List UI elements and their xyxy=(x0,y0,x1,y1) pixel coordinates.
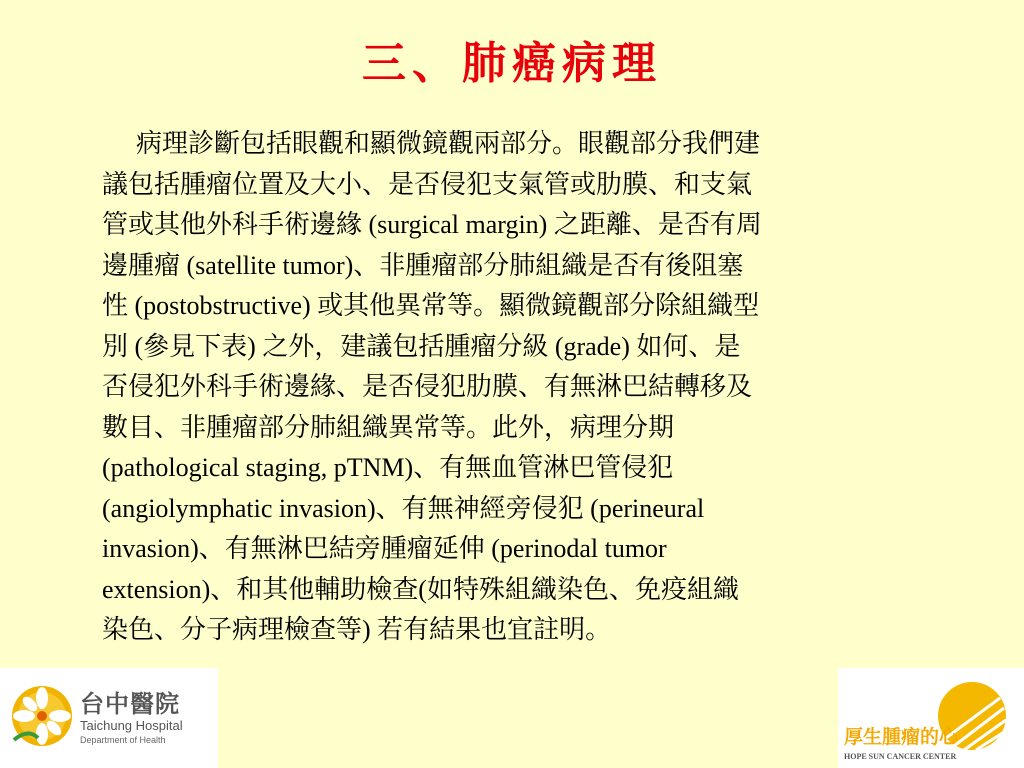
paragraph-line: 議包括腫瘤位置及大小、是否侵犯支氣管或肋膜、和支氣 xyxy=(102,169,753,199)
hospital-name-en: Taichung Hospital xyxy=(80,718,183,733)
hope-sun-cancer-center-logo xyxy=(838,668,1024,768)
paragraph-line: 邊腫瘤 (satellite tumor)、非腫瘤部分肺組織是否有後阻塞 xyxy=(102,250,744,280)
flower-logo-icon xyxy=(8,682,76,750)
paragraph-line: 管或其他外科手術邊緣 (surgical margin) 之距離、是否有周 xyxy=(102,210,762,239)
paragraph-line: (angiolymphatic invasion)、有無神經旁侵犯 (perineural xyxy=(102,493,705,523)
hospital-department: Department of Health xyxy=(80,735,166,745)
paragraph-line: 否侵犯外科手術邊緣、是否侵犯肋膜、有無淋巴結轉移及 xyxy=(102,372,753,401)
paragraph-line: 性 (postobstructive) 或其他異常等。顯微鏡觀部分除組織型 xyxy=(102,291,760,320)
paragraph-line: 數目、非腫瘤部分肺組織異常等。此外，病理分期 xyxy=(102,412,675,442)
hospital-name-zh: 台中醫院 xyxy=(80,690,180,718)
taichung-hospital-logo xyxy=(0,668,218,768)
paragraph-line: (pathological staging, pTNM)、有無血管淋巴管侵犯 xyxy=(102,453,674,482)
paragraph-line: 病理診斷包括眼觀和顯微鏡觀兩部分。眼觀部分我們建 xyxy=(136,129,761,158)
slide-title: 三、肺癌病理 xyxy=(362,38,662,89)
cancer-center-name-zh: 厚生腫瘤的心 xyxy=(844,726,959,748)
cancer-center-name-en: HOPE SUN CANCER CENTER xyxy=(844,752,957,761)
paragraph-line: 染色、分子病理檢查等) 若有結果也宜註明。 xyxy=(102,615,612,644)
paragraph-line: invasion)、有無淋巴結旁腫瘤延伸 (perinodal tumor xyxy=(102,534,667,563)
paragraph-line: 別 (參見下表) 之外，建議包括腫瘤分級 (grade) 如何、是 xyxy=(102,331,741,361)
paragraph-line: extension)、和其他輔助檢查(如特殊組織染色、免疫組織 xyxy=(102,574,739,604)
slide-paragraph xyxy=(102,124,960,651)
